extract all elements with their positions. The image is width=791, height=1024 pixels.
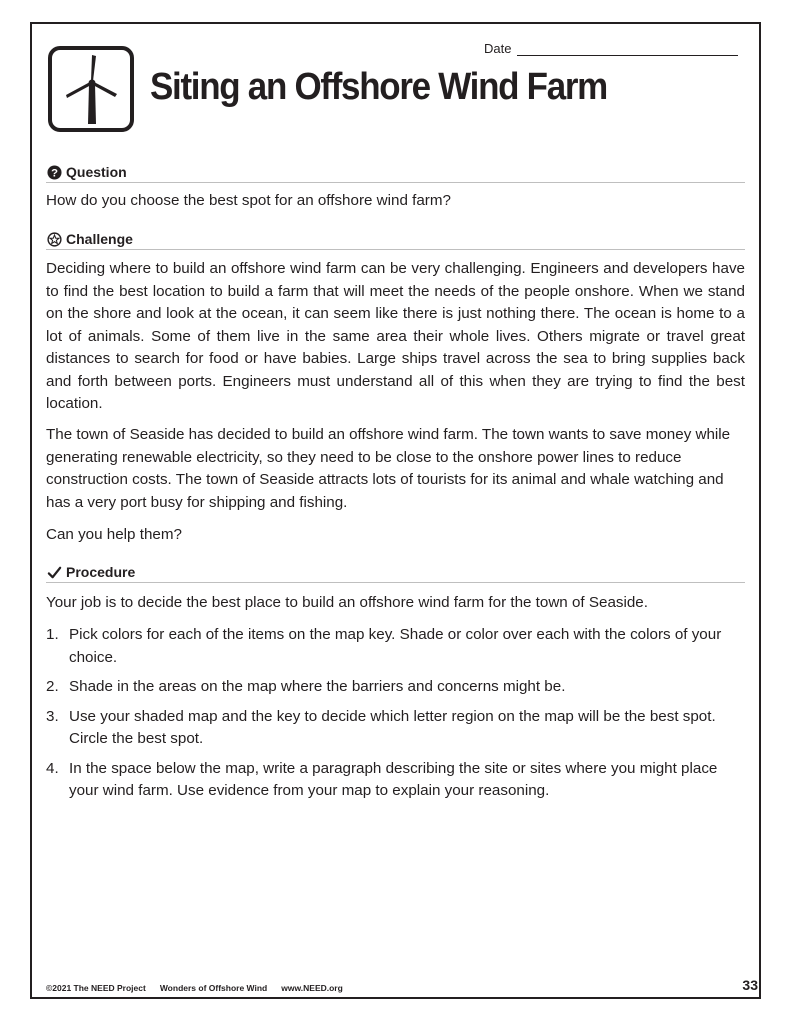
step-number: 2. bbox=[46, 678, 59, 695]
step-number: 4. bbox=[46, 759, 59, 777]
procedure-heading bbox=[46, 564, 745, 583]
question-heading bbox=[46, 164, 745, 183]
procedure-step bbox=[46, 676, 745, 699]
step-text: Shade in the areas on the map where the barriers and concerns might be. bbox=[69, 678, 566, 695]
procedure-steps bbox=[46, 624, 745, 810]
footer-url[interactable]: www.NEED.org bbox=[281, 983, 343, 993]
wind-turbine-icon bbox=[62, 54, 122, 126]
footer-book-title: Wonders of Offshore Wind bbox=[159, 983, 268, 993]
step-text: Use your shaded map and the key to decide which letter region on the map will be the best spot. Circle the best spot. bbox=[69, 707, 716, 747]
question-text: How do you choose the best spot for an offshore wind farm? bbox=[46, 192, 451, 209]
logo-box bbox=[48, 46, 134, 132]
challenge-heading-label: Challenge bbox=[66, 231, 133, 247]
challenge-paragraph-1: Deciding where to build an offshore wind farm can be very challenging. Engineers and developers have to find the best location to build a farm that will meet the needs of the people onshore. When we stand on the shore and look at the ocean, it can seem like there is just nothing there. The ocean is home to a lot of animals. Some of them live in the same area their whole lives. Others migrate or travel great distances to search for food or have babies. Large ships travel across the sea to bring supplies back and forth between ports. Engineers must understand all of this when they are trying to find the best location. bbox=[46, 260, 745, 412]
procedure-heading-label: Procedure bbox=[66, 564, 136, 580]
page-number: 33 bbox=[742, 977, 758, 993]
question-circle-icon bbox=[46, 164, 62, 180]
date-label: Date bbox=[484, 41, 512, 56]
step-number: 1. bbox=[46, 626, 59, 643]
footer bbox=[46, 983, 343, 993]
procedure-step bbox=[46, 624, 745, 669]
svg-text:?: ? bbox=[50, 167, 58, 180]
star-circle-icon bbox=[46, 231, 62, 247]
step-text: In the space below the map, write a paragraph describing the site or sites where you might place your wind farm. Use evidence from your map to explain your reasoning. bbox=[69, 759, 718, 799]
procedure-step bbox=[46, 706, 745, 751]
challenge-paragraph-2: The town of Seaside has decided to build an offshore wind farm. The town wants to save money while generating renewable electricity, so they need to be close to the onshore power lines to reduce construction costs. The town of Seaside attracts lots of tourists for its animal and whale watching and has a very port busy for shipping and fishing. bbox=[46, 426, 731, 511]
challenge-heading bbox=[46, 231, 745, 250]
procedure-intro: Your job is to decide the best place to build an offshore wind farm for the town of Seaside. bbox=[46, 594, 648, 611]
page-title: Siting an Offshore Wind Farm bbox=[150, 66, 607, 108]
footer-copyright: ©2021 The NEED Project bbox=[46, 983, 146, 993]
challenge-paragraph-3: Can you help them? bbox=[46, 526, 182, 543]
date-input-line[interactable] bbox=[517, 42, 738, 56]
question-heading-label: Question bbox=[66, 164, 127, 180]
step-text: Pick colors for each of the items on the map key. Shade or color over each with the colors of your choice. bbox=[69, 626, 722, 666]
date-field bbox=[484, 41, 738, 56]
checkmark-icon bbox=[46, 564, 62, 580]
step-number: 3. bbox=[46, 707, 59, 725]
procedure-step bbox=[46, 758, 745, 803]
